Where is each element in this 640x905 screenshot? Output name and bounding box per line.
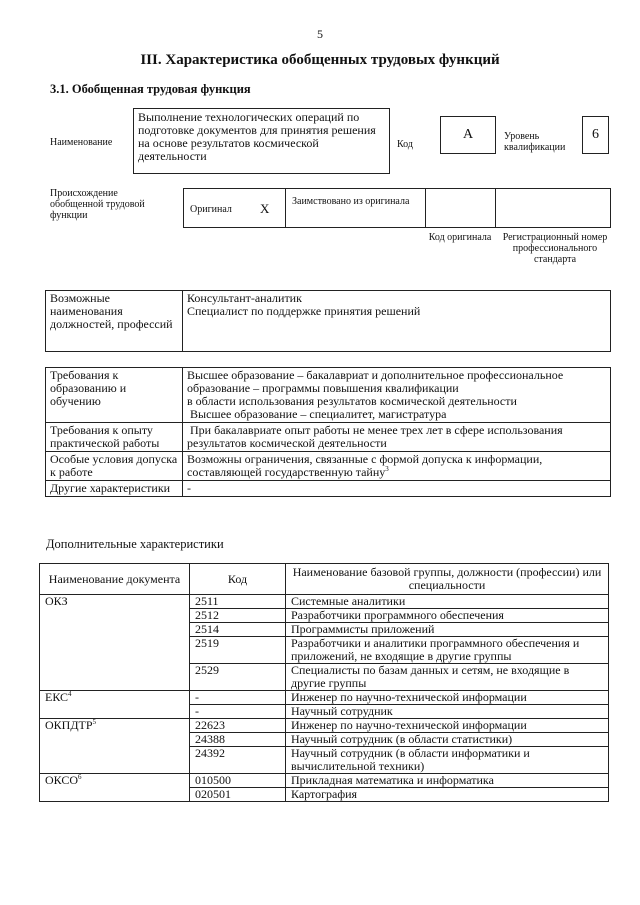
name-cell: Прикладная математика и информатика	[286, 774, 609, 788]
doc-name: ОКПДТР	[45, 718, 93, 732]
experience-label: Требования к опыту практической работы	[46, 423, 183, 452]
name-cell: Программисты приложений	[286, 623, 609, 637]
code-cell: -	[190, 691, 286, 705]
table-row	[40, 691, 609, 705]
name-label: Наименование	[50, 137, 113, 148]
positions-table	[45, 290, 611, 352]
code-cell: 2511	[190, 595, 286, 609]
other-label: Другие характеристики	[46, 481, 183, 497]
col-header-name: Наименование базовой группы, должности (профессии) или специальности	[286, 564, 609, 595]
name-cell: Картография	[286, 788, 609, 802]
access-label: Особые условия допуска к работе	[46, 452, 183, 481]
original-label: Оригинал	[190, 204, 232, 215]
code-cell: 010500	[190, 774, 286, 788]
experience-line: При бакалавриате опыт работы не менее трех лет в сфере использования результатов космической деятельности	[187, 423, 566, 450]
footnote-ref: 6	[78, 773, 82, 781]
education-line: в области использования результатов космической деятельности	[187, 394, 517, 408]
name-cell: Инженер по научно-технической информации	[286, 691, 609, 705]
origin-label: Происхождение обобщенной трудовой функции	[50, 188, 145, 221]
table-row	[40, 774, 609, 788]
doc-name: ЕКС	[45, 690, 69, 704]
education-value	[183, 368, 611, 423]
footnote-ref: 4	[68, 690, 72, 698]
access-line: Возможны ограничения, связанные с формой допуска к информации, составляющей государственную тайну	[187, 452, 543, 479]
footnote-ref: 3	[385, 465, 389, 473]
level-label: Уровень квалификации	[504, 131, 566, 153]
position-item: Специалист по поддержке принятия решений	[187, 304, 421, 318]
code-original-caption: Код оригинала	[428, 232, 492, 243]
doc-cell	[40, 719, 190, 774]
code-cell: 2529	[190, 664, 286, 691]
code-cell: -	[190, 705, 286, 719]
original-mark: X	[260, 201, 270, 216]
code-value: А	[440, 116, 496, 154]
name-cell: Разработчики программного обеспечения	[286, 609, 609, 623]
additional-table	[39, 563, 609, 802]
function-name: Выполнение технологических операций по подготовке документов для принятия решения на основе результатов космической деятельности	[133, 108, 390, 174]
table-row	[40, 719, 609, 733]
reg-number-caption: Регистрационный номер профессионального стандарта	[502, 232, 608, 265]
origin-box	[183, 188, 611, 228]
code-cell: 020501	[190, 788, 286, 802]
code-cell: 2514	[190, 623, 286, 637]
code-cell: 24392	[190, 747, 286, 774]
doc-cell	[40, 595, 190, 691]
name-cell: Разработчики и аналитики программного обеспечения и приложений, не входящие в другие группы	[286, 637, 609, 664]
level-value: 6	[582, 116, 609, 154]
name-cell: Инженер по научно-технической информации	[286, 719, 609, 733]
position-item: Консультант-аналитик	[187, 291, 302, 305]
subsection-title: 3.1. Обобщенная трудовая функция	[50, 82, 251, 96]
borrowed-label: Заимствовано из оригинала	[292, 196, 410, 207]
code-cell: 24388	[190, 733, 286, 747]
code-cell: 22623	[190, 719, 286, 733]
positions-cell	[183, 291, 611, 352]
doc-name: ОКСО	[45, 773, 79, 787]
other-value: -	[183, 481, 611, 497]
name-cell: Научный сотрудник (в области информатики и вычислительной техники)	[286, 747, 609, 774]
section-title: III. Характеристика обобщенных трудовых функций	[140, 52, 500, 68]
education-label: Требования к образованию и обучению	[46, 368, 183, 423]
doc-cell	[40, 691, 190, 719]
name-cell: Научный сотрудник (в области статистики)	[286, 733, 609, 747]
additional-title: Дополнительные характеристики	[46, 537, 224, 551]
code-cell: 2519	[190, 637, 286, 664]
col-header-document: Наименование документа	[40, 564, 190, 595]
positions-label: Возможные наименования должностей, профессий	[46, 291, 183, 352]
page-number: 5	[317, 27, 323, 41]
code-label: Код	[397, 139, 413, 150]
requirements-table	[45, 367, 611, 497]
doc-name: ОКЗ	[45, 594, 68, 608]
name-cell: Научный сотрудник	[286, 705, 609, 719]
education-line: Высшее образование – специалитет, магистратура	[187, 407, 447, 421]
col-header-code: Код	[190, 564, 286, 595]
education-line: Высшее образование – бакалавриат и дополнительное профессиональное образование – программы повышения квалификации	[187, 368, 564, 395]
table-row	[40, 595, 609, 609]
code-cell: 2512	[190, 609, 286, 623]
footnote-ref: 5	[92, 718, 97, 726]
doc-cell	[40, 774, 190, 802]
name-cell: Системные аналитики	[286, 595, 609, 609]
name-cell: Специалисты по базам данных и сетям, не входящие в другие группы	[286, 664, 609, 691]
access-value	[183, 452, 611, 481]
experience-value	[183, 423, 611, 452]
